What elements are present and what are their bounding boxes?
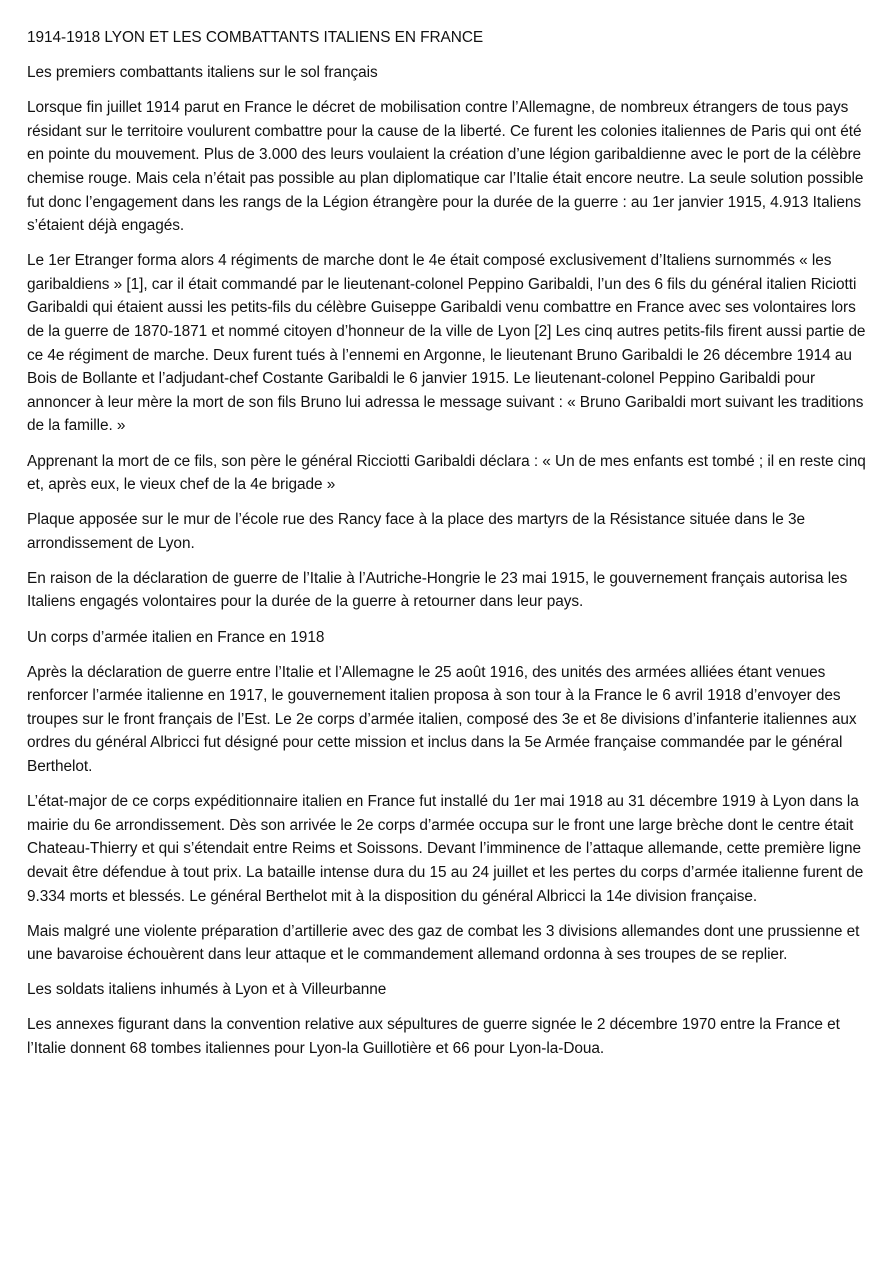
- paragraph-garibaldiens: Le 1er Etranger forma alors 4 régiments de marche dont le 4e était composé exclusivement d’Italiens surnommés « les garibaldiens » [1], car il était commandé par le lieutenant-colonel Peppino Garibaldi, l’un des 6 fils du général italien Riciotti Garibaldi qui étaient aussi les petits-fils du célèbre Guiseppe Garibaldi venu combattre en France avec ses volontaires lors de la guerre de 1870-1871 et nommé citoyen d’honneur de la ville de Lyon [2] Les cinq autres petits-fils firent aussi partie de ce 4e régiment de marche. Deux furent tués à l’ennemi en Argonne, le lieutenant Bruno Garibaldi le 26 décembre 1914 au Bois de Bollante et l’adjudant-chef Costante Garibaldi le 6 janvier 1915. Le lieutenant-colonel Peppino Garibaldi pour annoncer à leur mère la mort de son fils Bruno lui adressa le message suivant : « Bruno Garibaldi mort suivant les traditions de la famille. »: [27, 252, 866, 435]
- document-title: 1914-1918 LYON ET LES COMBATTANTS ITALIENS EN FRANCE: [27, 29, 484, 46]
- section-heading-army-corps-1918: Un corps d’armée italien en France en 1918: [27, 628, 325, 646]
- paragraph-war-graves: Les annexes figurant dans la convention relative aux sépultures de guerre signée le 2 décembre 1970 entre la France et l’Italie donnent 68 tombes italiennes pour Lyon-la Guillotière et 66 pour Lyon-la-Doua.: [27, 1016, 840, 1057]
- paragraph-return-home: En raison de la déclaration de guerre de l’Italie à l’Autriche-Hongrie le 23 mai 1915, le gouvernement français autorisa les Italiens engagés volontaires pour la durée de la guerre à retourner dans leur pays.: [27, 569, 848, 611]
- paragraph-ricciotti-quote: Apprenant la mort de ce fils, son père le général Ricciotti Garibaldi déclara : « Un de mes enfants est tombé ; il en reste cinq et, après eux, le vieux chef de la 4e brigade »: [27, 452, 866, 494]
- paragraph-headquarters-lyon: L’état-major de ce corps expéditionnaire italien en France fut installé du 1er mai 1918 au 31 décembre 1919 à Lyon dans la mairie du 6e arrondissement. Dès son arrivée le 2e corps d’armée occupa sur le front une large brèche dont le centre était Chateau-Thierry et qui s’étendait entre Reims et Soissons. Devant l’imminence de l’attaque allemande, cette première ligne devait être défendue à tout prix. La bataille intense dura du 15 au 24 juillet et les pertes du corps d’armée italienne furent de 9.334 morts et blessés. Le général Berthelot mit à la disposition du général Albricci la 14e division française.: [27, 793, 864, 905]
- paragraph-plaque: Plaque apposée sur le mur de l’école rue des Rancy face à la place des martyrs de la Résistance située dans le 3e arrondissement de Lyon.: [27, 511, 806, 552]
- paragraph-mobilisation: Lorsque fin juillet 1914 parut en France le décret de mobilisation contre l’Allemagne, de nombreux étrangers de tous pays résidant sur le territoire voulurent combattre pour la cause de la liberté. Ce furent les colonies italiennes de Paris qui ont été en pointe du mouvement. Plus de 3.000 des leurs voulaient la création d’une légion garibaldienne avec le port de la célèbre chemise rouge. Mais cela n’était pas possible au plan diplomatique car l’Italie était encore neutre. La seule solution possible fut donc l’engagement dans les rangs de la Légion étrangère pour la durée de la guerre : au 1er janvier 1915, 4.913 Italiens s’étaient déjà engagés.: [27, 99, 864, 235]
- paragraph-declaration-of-war: Après la déclaration de guerre entre l’Italie et l’Allemagne le 25 août 1916, des unités des armées alliées étant venues renforcer l’armée italienne en 1917, le gouvernement italien proposa à son tour à la France le 6 avril 1918 d’envoyer des troupes sur le front français de l’Est. Le 2e corps d’armée italien, composé des 3e et 8e divisions d’infanterie italiennes aux ordres du général Albricci fut désigné pour cette mission et inclus dans la 5e Armée française commandée par le général Berthelot.: [27, 663, 857, 776]
- document-page: [27, 26, 872, 1072]
- section-heading-first-combatants: Les premiers combattants italiens sur le sol français: [27, 64, 378, 82]
- section-heading-buried-soldiers: Les soldats italiens inhumés à Lyon et à Villeurbanne: [27, 981, 387, 999]
- paragraph-german-attack: Mais malgré une violente préparation d’artillerie avec des gaz de combat les 3 divisions allemandes dont une prussienne et une bavaroise échouèrent dans leur attaque et le commandement allemand ordonna à ses troupes de se replier.: [27, 922, 860, 964]
